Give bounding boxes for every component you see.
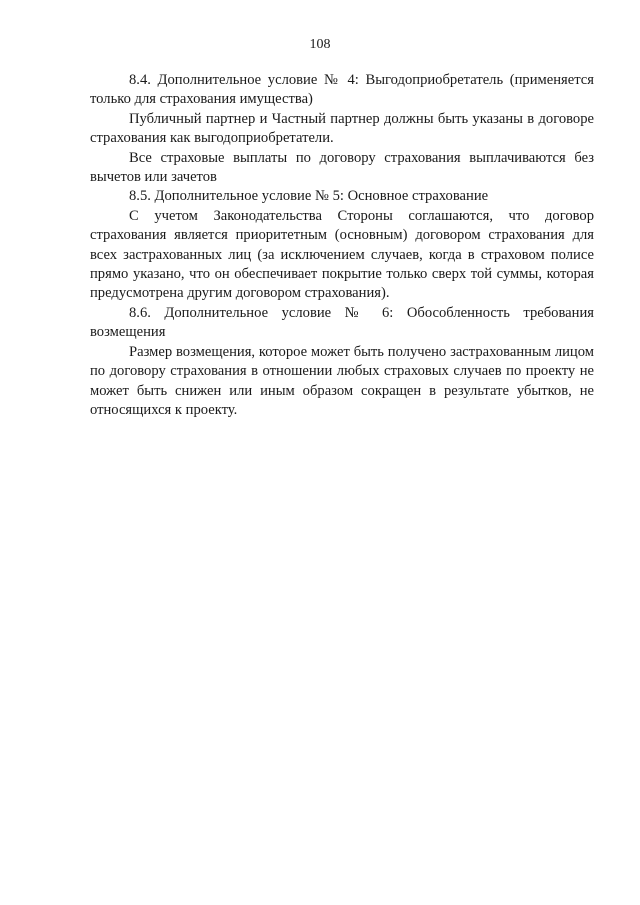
page-number: 108: [309, 37, 331, 52]
clause-8-4-paragraph-2: Все страховые выплаты по договору страхования выплачиваются без вычетов или зачетов: [90, 149, 594, 186]
clause-8-6-heading: 8.6. Дополнительное условие № 6: Обособленность требования возмещения: [90, 304, 594, 341]
clause-8-4-heading: 8.4. Дополнительное условие № 4: Выгодоприобретатель (применяется только для страхования имущества): [90, 72, 594, 108]
clause-8-6-paragraph: Размер возмещения, которое может быть получено застрахованным лицом по договору страхования в отношении любых страховых случаев по проекту не может быть снижен или иным образом сокращен в результате убытков, не относящихся к проекту.: [90, 343, 594, 418]
clause-8-4-paragraph-1: Публичный партнер и Частный партнер должны быть указаны в договоре страхования как выгодоприобретатели.: [90, 110, 594, 147]
clause-8-5-heading: 8.5. Дополнительное условие № 5: Основное страхование: [129, 188, 489, 205]
document-body: [90, 71, 594, 420]
clause-8-5-paragraph: С учетом Законодательства Стороны соглашаются, что договор страхования является приоритетным (основным) договором страхования для всех застрахованных лиц (за исключением случаев, когда в страховом полисе прямо указано, что он обеспечивает покрытие только сверх той суммы, которая предусмотрена другим договором страхования).: [90, 207, 594, 302]
